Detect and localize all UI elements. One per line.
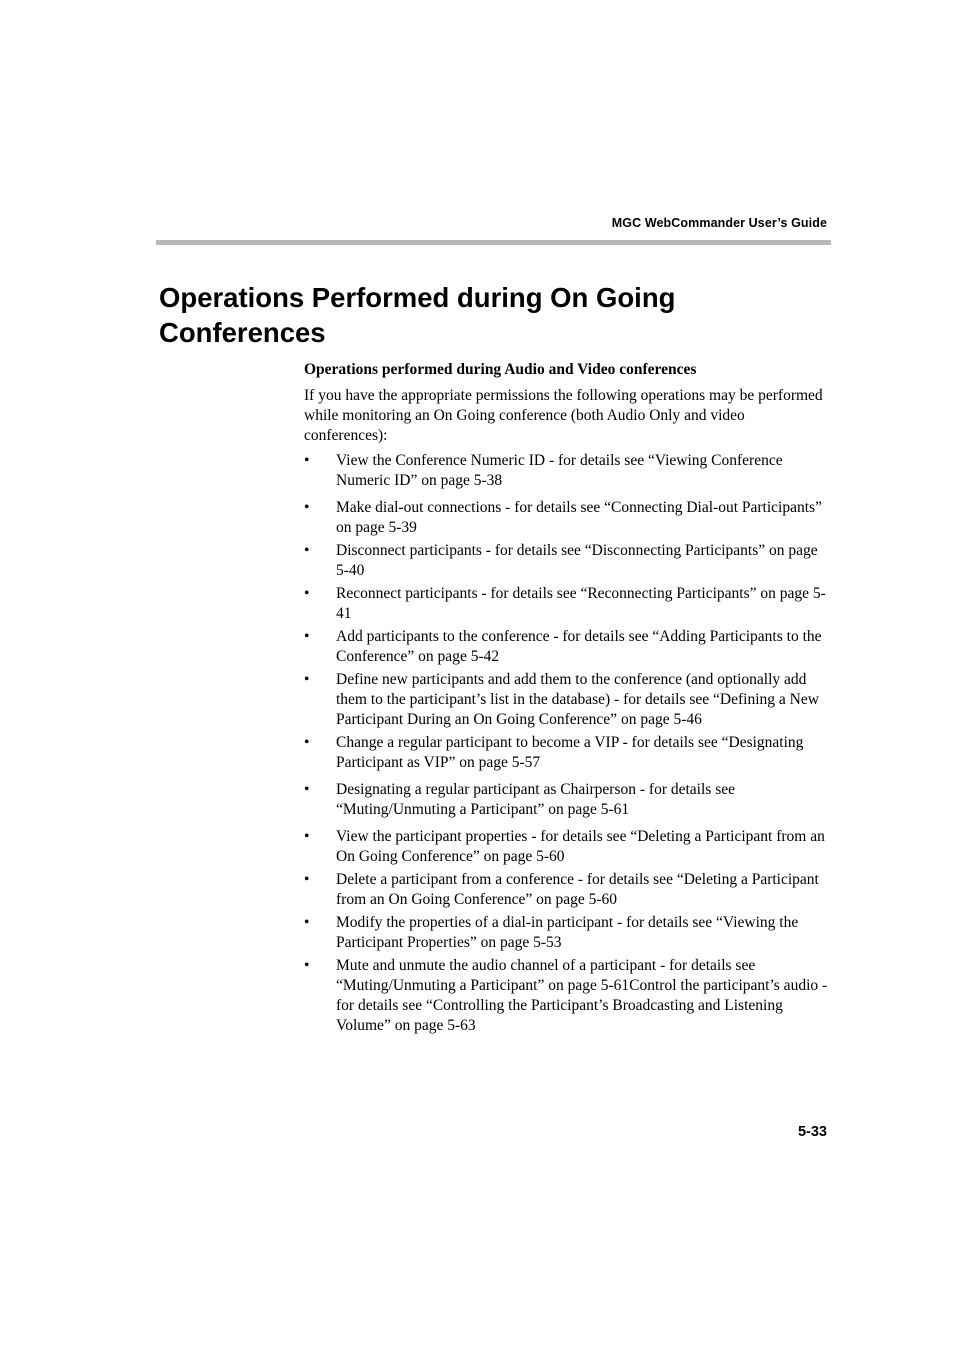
bullet-icon: • bbox=[304, 914, 310, 931]
bullet-icon: • bbox=[304, 671, 310, 688]
intro-paragraph: If you have the appropriate permissions the following operations may be performed while monitoring an On Going conference (both Audio Only and video conferences): bbox=[304, 387, 823, 444]
list-item-text: View the participant properties - for details see “Deleting a Participant from an On Going Conference” on page 5-60 bbox=[336, 828, 825, 865]
list-item bbox=[304, 541, 828, 581]
bullet-icon: • bbox=[304, 499, 310, 516]
bullet-icon: • bbox=[304, 452, 310, 469]
list-item bbox=[304, 584, 828, 624]
list-item bbox=[304, 451, 828, 491]
section-content bbox=[304, 360, 828, 1039]
bullet-icon: • bbox=[304, 957, 310, 974]
operations-list bbox=[304, 451, 828, 1036]
list-item bbox=[304, 498, 828, 538]
list-item bbox=[304, 670, 828, 730]
section-subheading: Operations performed during Audio and Video conferences bbox=[304, 361, 697, 378]
list-item-text: Mute and unmute the audio channel of a participant - for details see “Muting/Unmuting a Participant” on page 5-61Control the participant’s audio - for details see “Controlling the Participant’s Broadcasting and Listening Volume” on page 5-63 bbox=[336, 957, 828, 1034]
bullet-icon: • bbox=[304, 828, 310, 845]
list-item-text: Define new participants and add them to the conference (and optionally add them to the participant’s list in the database) - for details see “Defining a New Participant During an On Going Conference” on page 5-46 bbox=[336, 671, 819, 728]
list-item-text: Modify the properties of a dial-in participant - for details see “Viewing the Participant Properties” on page 5-53 bbox=[336, 914, 799, 951]
list-item bbox=[304, 780, 828, 820]
header-divider bbox=[156, 240, 831, 245]
list-item bbox=[304, 956, 828, 1036]
list-item-text: Add participants to the conference - for details see “Adding Participants to the Conference” on page 5-42 bbox=[336, 628, 822, 665]
list-item-text: Change a regular participant to become a VIP - for details see “Designating Participant as VIP” on page 5-57 bbox=[336, 734, 804, 771]
list-item bbox=[304, 733, 828, 773]
list-item-text: Delete a participant from a conference - for details see “Deleting a Participant from an On Going Conference” on page 5-60 bbox=[336, 871, 819, 908]
list-item-text: Reconnect participants - for details see “Reconnecting Participants” on page 5-41 bbox=[336, 585, 826, 622]
list-item bbox=[304, 627, 828, 667]
bullet-icon: • bbox=[304, 585, 310, 602]
bullet-icon: • bbox=[304, 734, 310, 751]
bullet-icon: • bbox=[304, 542, 310, 559]
list-item bbox=[304, 913, 828, 953]
list-item-text: Disconnect participants - for details see “Disconnecting Participants” on page 5-40 bbox=[336, 542, 818, 579]
list-item-text: View the Conference Numeric ID - for details see “Viewing Conference Numeric ID” on page 5-38 bbox=[336, 452, 783, 489]
bullet-icon: • bbox=[304, 871, 310, 888]
list-item bbox=[304, 827, 828, 867]
page-title: Operations Performed during On Going Conferences bbox=[159, 282, 676, 348]
list-item-text: Designating a regular participant as Chairperson - for details see “Muting/Unmuting a Participant” on page 5-61 bbox=[336, 781, 735, 818]
list-item bbox=[304, 870, 828, 910]
page-number: 5-33 bbox=[797, 1124, 827, 1140]
running-header: MGC WebCommander User’s Guide bbox=[611, 216, 827, 230]
list-item-text: Make dial-out connections - for details see “Connecting Dial-out Participants” on page 5-39 bbox=[336, 499, 822, 536]
bullet-icon: • bbox=[304, 781, 310, 798]
bullet-icon: • bbox=[304, 628, 310, 645]
